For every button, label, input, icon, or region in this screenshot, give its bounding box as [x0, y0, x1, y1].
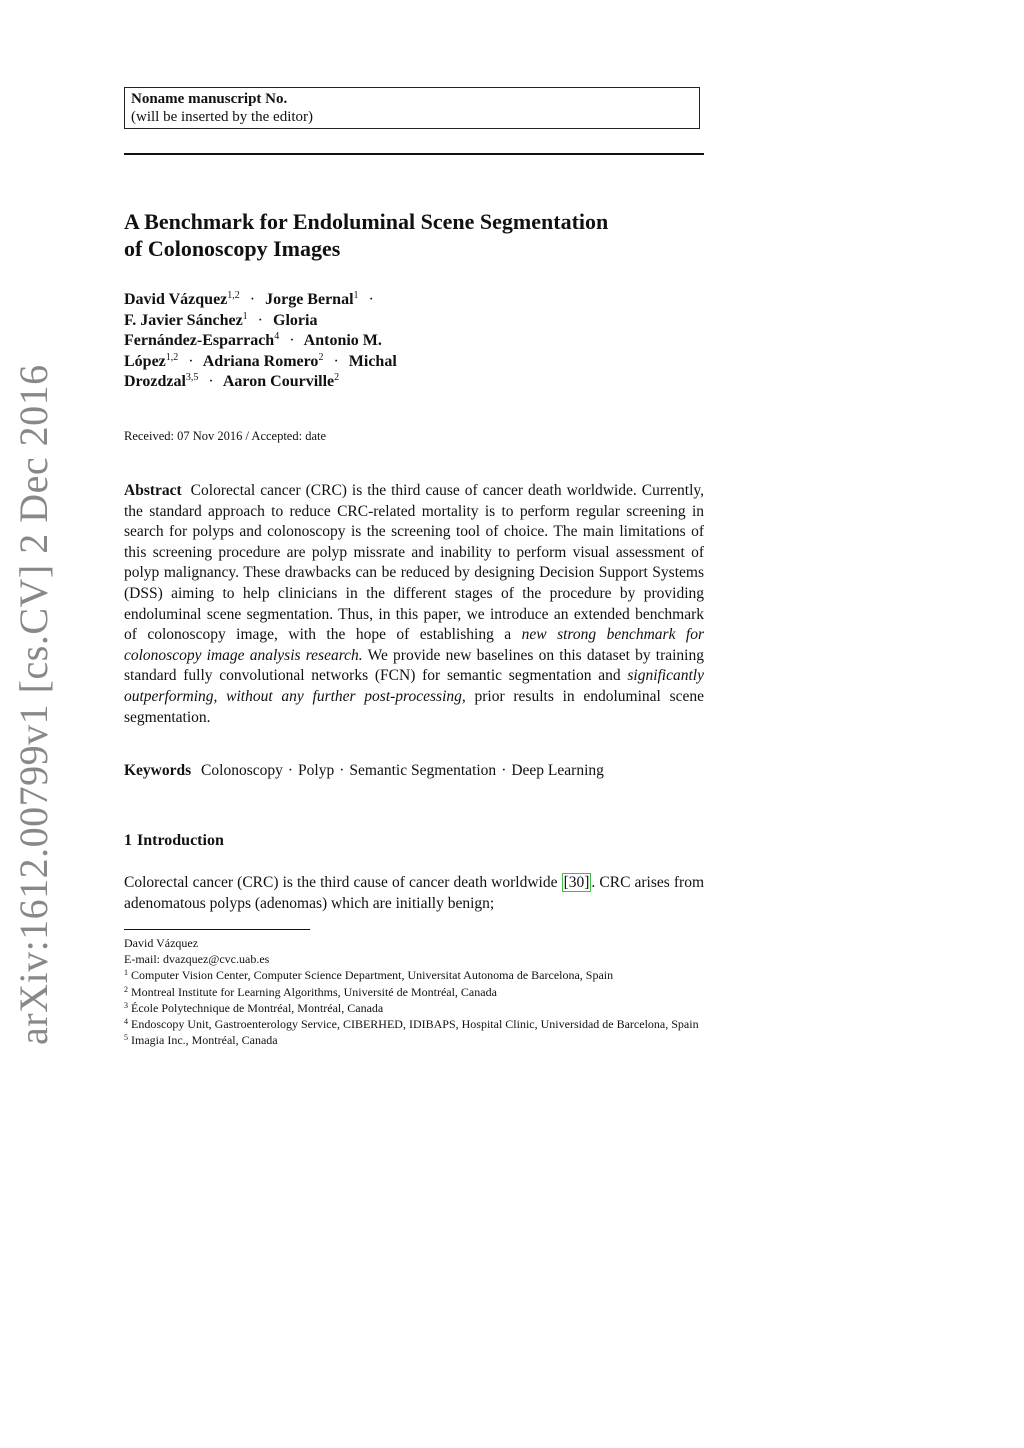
affiliation	[124, 967, 704, 983]
received-date: Received: 07 Nov 2016 / Accepted: date	[124, 429, 327, 443]
keyword-separator: ·	[501, 762, 507, 779]
section-number: 1	[124, 832, 132, 849]
keyword-separator: ·	[287, 762, 294, 779]
author-affil: 3,5	[185, 372, 199, 383]
author-affil: 1,2	[165, 351, 179, 363]
abstract-heading: Abstract	[124, 482, 182, 499]
header-rule	[124, 153, 704, 155]
keywords-heading: Keywords	[124, 762, 192, 779]
affiliation-text: Endoscopy Unit, Gastroenterology Service, CIBERHED, IDIBAPS, Hospital Clinic, Universidad de Barcelona, Spain	[131, 1017, 699, 1032]
intro-paragraph	[124, 873, 704, 914]
keyword: Polyp	[298, 762, 335, 779]
author-name: Aaron Courville	[222, 373, 335, 390]
author-affil: 2	[334, 372, 340, 383]
author-separator: ·	[289, 332, 295, 349]
affiliation-number: 3	[124, 1000, 128, 1010]
author-line	[124, 290, 484, 311]
manuscript-box	[124, 87, 700, 129]
author-name: David Vázquez	[124, 291, 228, 308]
author-name: Jorge Bernal	[265, 291, 354, 308]
affiliation-text: Computer Vision Center, Computer Science Department, Universitat Autonoma de Barcelona, Spain	[131, 968, 614, 983]
affiliation	[124, 984, 704, 1000]
affiliation-number: 5	[124, 1033, 128, 1043]
affiliation-number: 2	[124, 984, 128, 994]
affiliation-text: Imagia Inc., Montréal, Canada	[131, 1033, 278, 1048]
contact-email: E-mail: dvazquez@cvc.uab.es	[124, 952, 270, 967]
contact-name: David Vázquez	[124, 936, 199, 950]
author-affil: 1	[242, 310, 248, 322]
keyword-separator: ·	[339, 762, 345, 779]
abstract-emphasis: new strong benchmark for colonoscopy image analysis research.	[124, 626, 705, 664]
affiliation	[124, 1032, 704, 1048]
author-affil: 2	[318, 351, 324, 363]
footnotes	[124, 935, 704, 1048]
citation-link[interactable]: [30]	[563, 874, 590, 891]
author-line	[124, 331, 484, 352]
author-separator: ·	[188, 352, 194, 370]
author-name: Fernández-Esparrach	[124, 332, 275, 349]
section-heading	[124, 832, 224, 850]
author-line	[124, 311, 484, 332]
author-name: Michal	[348, 352, 397, 370]
abstract	[124, 481, 704, 728]
author-name: López	[124, 352, 166, 370]
author-name: Adriana Romero	[202, 352, 319, 370]
intro-text: Colorectal cancer (CRC) is the third cause of cancer death worldwide	[124, 874, 558, 891]
affiliation	[124, 1000, 704, 1016]
author-affil: 1,2	[227, 290, 240, 301]
manuscript-editor-note: (will be inserted by the editor)	[131, 109, 314, 125]
arxiv-side-stamp: arXiv:1612.00799v1 [cs.CV] 2 Dec 2016	[11, 364, 56, 1045]
author-separator: ·	[368, 291, 374, 308]
abstract-text: We provide new baselines on this dataset by training standard fully convolutional networks (FCN) for semantic segmentation and	[124, 646, 704, 685]
author-separator: ·	[257, 311, 263, 329]
manuscript-number-label: Noname manuscript No.	[131, 91, 288, 107]
author-line	[124, 372, 484, 393]
paper-title	[124, 208, 714, 262]
keyword: Deep Learning	[511, 762, 604, 779]
author-separator: ·	[333, 352, 339, 370]
author-name: Drozdzal	[124, 373, 186, 390]
keyword: Semantic Segmentation	[349, 762, 497, 779]
affiliation	[124, 1016, 704, 1032]
keyword: Colonoscopy	[201, 762, 283, 779]
affiliation-number: 4	[124, 1017, 128, 1027]
abstract-text: prior results in endoluminal scene segmentation.	[124, 687, 705, 726]
title-line-2: of Colonoscopy Images	[124, 236, 341, 261]
footnote-rule	[124, 929, 310, 930]
author-name: Gloria	[273, 311, 318, 329]
author-line	[124, 352, 484, 373]
citation-number: 30	[568, 874, 585, 891]
abstract-emphasis: significantly outperforming, without any further post-processing,	[124, 667, 704, 705]
author-name: Antonio M.	[303, 332, 382, 349]
abstract-text: Colorectal cancer (CRC) is the third cause of cancer death worldwide. Currently, the standard approach to reduce CRC-related mortality is to perform regular screening in search for polyps and colonoscopy is the screening tool of choice. The main limitations of this screening procedure are polyp missrate and inability to perform visual assessment of polyp malignancy. These drawbacks can be reduced by designing Decision Support Systems (DSS) aiming to help clinicians in the different stages of the procedure by providing endoluminal scene segmentation. Thus, in this paper, we introduce an extended benchmark of colonoscopy image, with the hope of establishing a	[124, 482, 704, 644]
author-separator: ·	[249, 291, 256, 308]
author-affil: 4	[274, 331, 280, 342]
section-title-text: Introduction	[137, 832, 224, 849]
affiliation-text: Montreal Institute for Learning Algorithms, Université de Montréal, Canada	[131, 984, 497, 999]
title-line-1: A Benchmark for Endoluminal Scene Segmentation	[124, 209, 609, 234]
author-affil: 1	[353, 290, 359, 301]
keywords	[124, 762, 704, 780]
intro-text: . CRC arises from adenomatous polyps (adenomas) which are initially benign;	[124, 874, 705, 912]
affiliation-number: 1	[124, 968, 128, 978]
affiliation-text: École Polytechnique de Montréal, Montréal, Canada	[131, 1000, 384, 1015]
author-name: F. Javier Sánchez	[124, 311, 243, 329]
author-separator: ·	[208, 373, 214, 390]
author-list	[124, 290, 484, 393]
